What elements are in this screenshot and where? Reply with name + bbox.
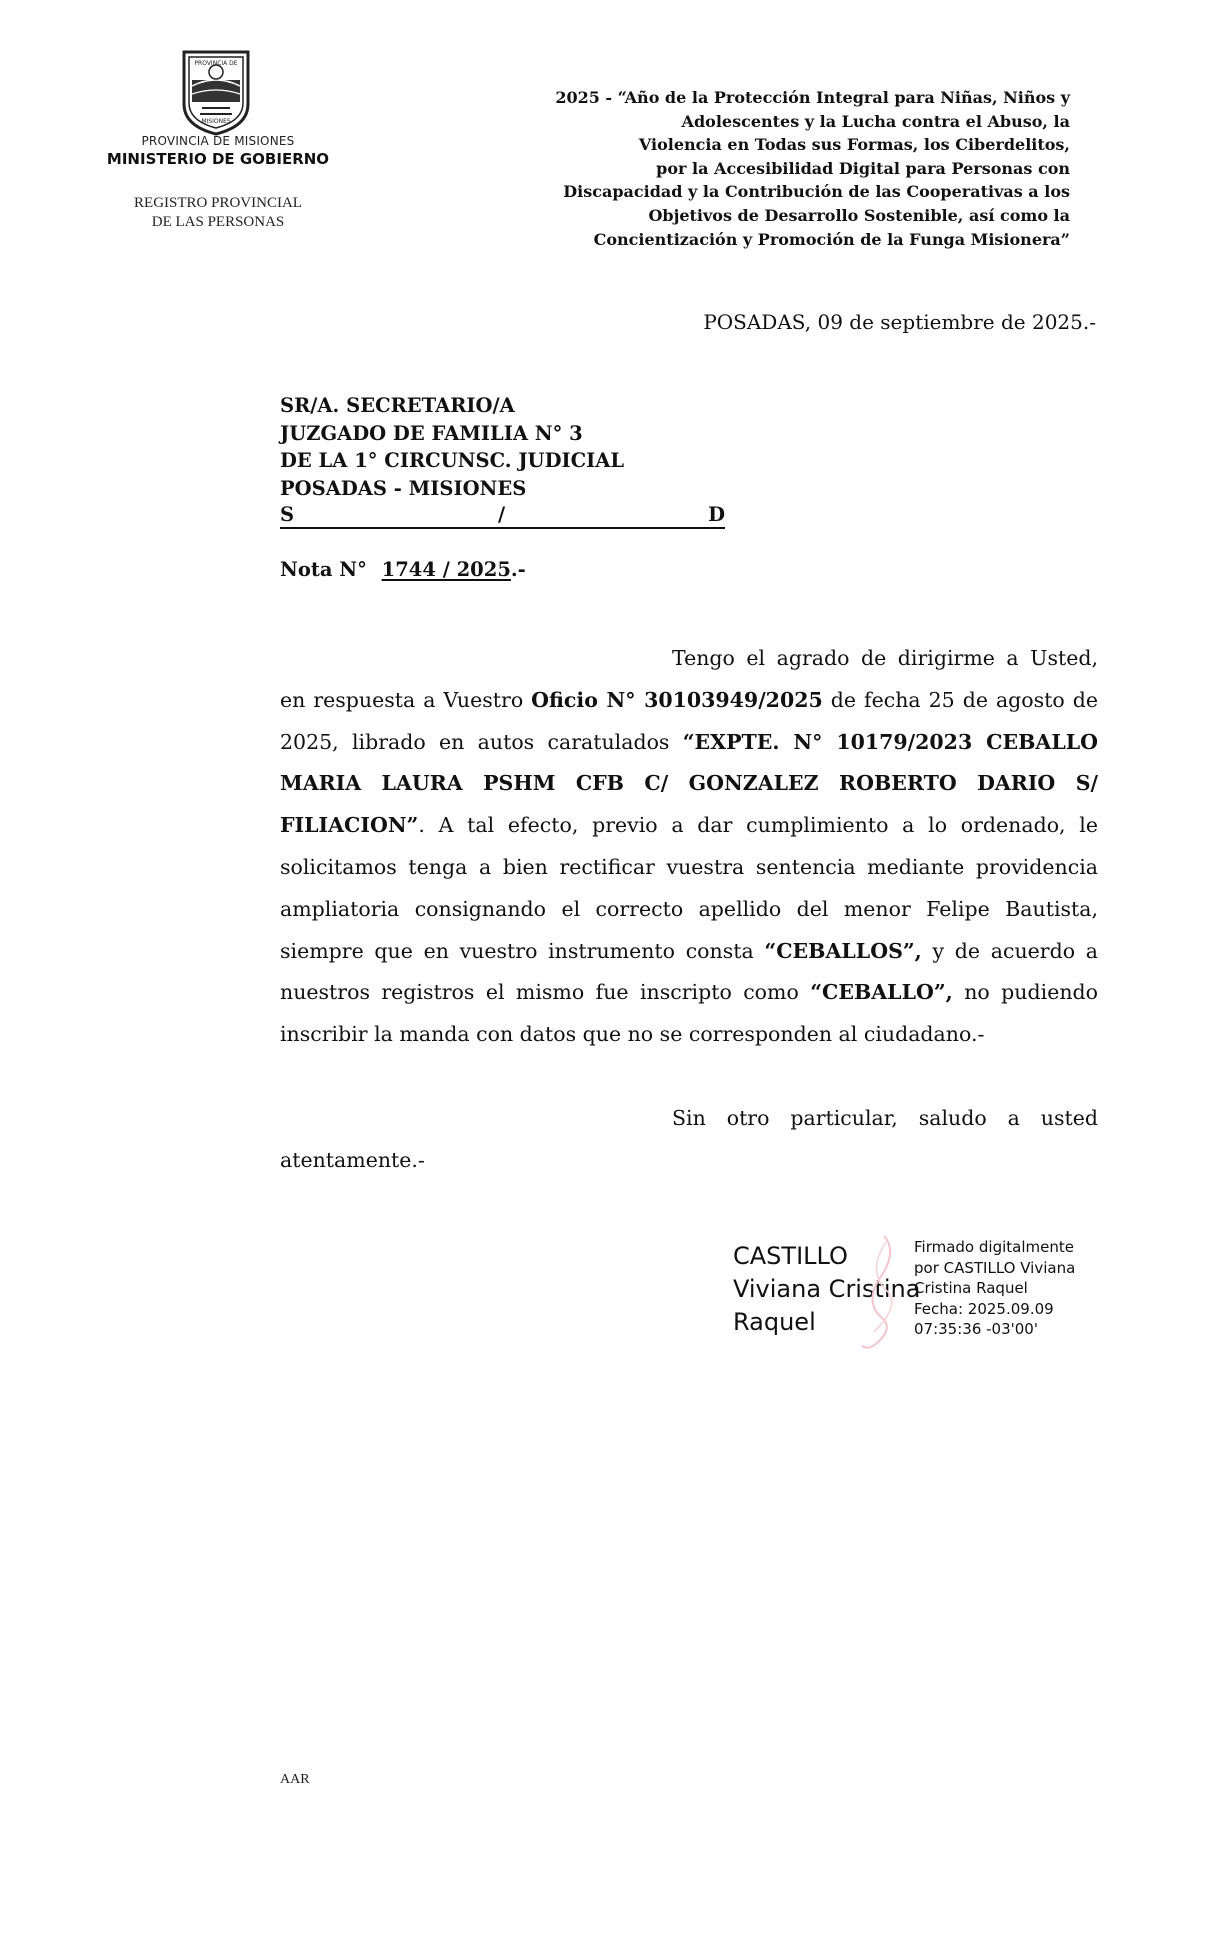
year-motto — [440, 86, 1070, 251]
addressee-line: SR/A. SECRETARIO/A — [280, 394, 515, 417]
signer-name-line: CASTILLO — [733, 1242, 848, 1270]
body-text: Tengo el agrado de dirigirme a Usted, en respuesta a Vuestro — [280, 646, 1098, 712]
addressee-line: POSADAS - MISIONES — [280, 476, 527, 500]
typist-initials: AAR — [280, 1772, 310, 1787]
registry-line-1: REGISTRO PROVINCIAL — [134, 195, 302, 211]
province-label: PROVINCIA DE MISIONES — [141, 134, 295, 148]
addressee-line: DE LA 1° CIRCUNSC. JUDICIAL — [280, 449, 625, 472]
motto-line: Violencia en Todas sus Formas, los Ciberdelitos, — [638, 135, 1070, 155]
body-text: no pudiendo inscribir la manda con datos que no se corresponden al ciudadano.- — [280, 980, 1098, 1047]
motto-line: Objetivos de Desarrollo Sostenible, así como la — [648, 205, 1070, 225]
sd-d: D — [708, 503, 725, 526]
svg-text:MISIONES: MISIONES — [201, 118, 231, 125]
body-text: . A tal efecto, previo a dar cumplimiento a lo ordenado, le solicitamos tenga a bien rectificar vuestra sentencia mediante providencia ampliatoria consignando el correcto apellido del menor Felipe Bautista, siempre que en vuestro instrumento consta — [280, 813, 1098, 963]
addressee-block — [280, 392, 624, 502]
note-number-value: 1744 / 2025 — [381, 558, 511, 581]
signature-stroke-icon — [846, 1232, 906, 1352]
ministry-name: MINISTERIO DE GOBIERNO — [106, 150, 330, 168]
sd-line — [280, 503, 725, 529]
registry-name — [118, 194, 318, 232]
signature-detail-line: por CASTILLO Viviana — [914, 1258, 1076, 1277]
digital-signature-details — [914, 1237, 1075, 1340]
signer-name-line: Raquel — [733, 1308, 816, 1336]
body-text: de fecha 25 de agosto de 2025, librado en autos caratulados — [280, 687, 1098, 754]
closing-text: Sin otro particular, saludo a usted atentamente.- — [280, 1106, 1098, 1172]
motto-line: Discapacidad y la Contribución de las Cooperativas a los — [563, 182, 1070, 202]
date-line: POSADAS, 09 de septiembre de 2025.- — [703, 310, 1096, 334]
surname-ceballos: “CEBALLOS”, — [764, 938, 922, 963]
sd-s: S — [280, 503, 295, 526]
svg-text:PROVINCIA DE: PROVINCIA DE — [194, 60, 238, 67]
note-label: Nota N° — [280, 558, 367, 581]
oficio-reference: Oficio N° 30103949/2025 — [531, 687, 823, 712]
letter-body — [280, 638, 1098, 1056]
signature-detail-line: Cristina Raquel — [914, 1279, 1028, 1297]
surname-ceballo: “CEBALLO”, — [810, 980, 953, 1005]
note-number — [280, 558, 526, 581]
registry-line-2: DE LAS PERSONAS — [151, 214, 285, 230]
motto-line: Adolescentes y la Lucha contra el Abuso, la — [681, 111, 1070, 131]
body-text: y de acuerdo a nuestros registros el mismo fue inscripto como — [280, 938, 1098, 1005]
signature-detail-line: Fecha: 2025.09.09 — [914, 1299, 1054, 1318]
motto-line: 2025 - “Año de la Protección Integral para Niñas, Niños y — [555, 88, 1070, 107]
signer-name-line: Viviana Cristina — [733, 1275, 921, 1303]
motto-line: Concientización y Promoción de la Funga Misionera” — [593, 229, 1070, 249]
case-caption: “EXPTE. N° 10179/2023 CEBALLO MARIA LAURA PSHM CFB C/ GONZALEZ ROBERTO DARIO S/ FILIACION” — [280, 729, 1098, 838]
signature-detail-line: Firmado digitalmente — [914, 1238, 1074, 1256]
closing-paragraph — [280, 1098, 1098, 1182]
signature-detail-line: 07:35:36 -03'00' — [914, 1320, 1038, 1338]
note-suffix: .- — [510, 558, 526, 581]
sd-slash: / — [498, 503, 506, 526]
addressee-line: JUZGADO DE FAMILIA N° 3 — [280, 421, 583, 445]
province-seal-logo — [178, 46, 254, 136]
body-paragraph — [280, 638, 1098, 1056]
motto-line: por la Accesibilidad Digital para Personas con — [656, 158, 1070, 178]
